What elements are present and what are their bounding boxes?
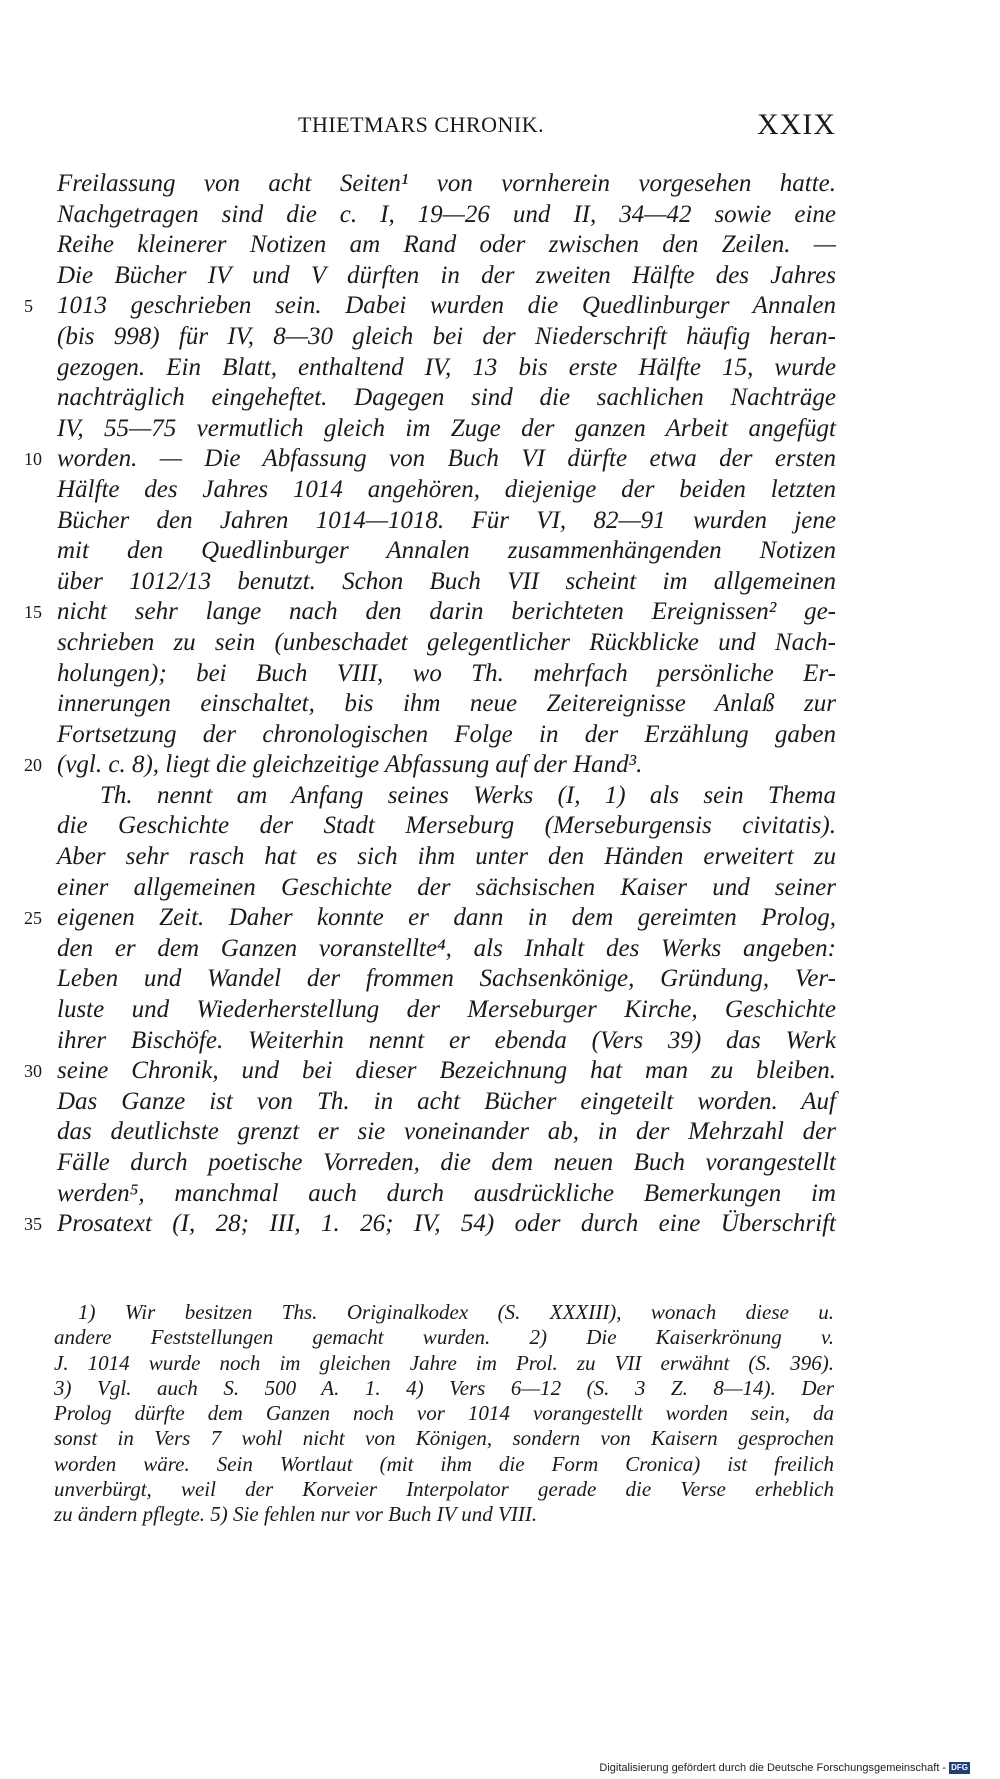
text-line bbox=[0, 1057, 1000, 1088]
line-text: (bis 998) für IV, 8—30 gleich bei der Niederschrift häufig heran- bbox=[57, 322, 836, 350]
line-text: mit den Quedlinburger Annalen zusammenhängenden Notizen bbox=[57, 537, 836, 565]
text-line bbox=[0, 354, 1000, 385]
text-line bbox=[0, 507, 1000, 538]
footnote-text: unverbürgt, weil der Korveier Interpolator gerade die Verse erheblich bbox=[54, 1477, 834, 1502]
footnote-line bbox=[0, 1401, 1000, 1426]
text-line bbox=[0, 1118, 1000, 1149]
line-text: holungen); bei Buch VIII, wo Th. mehrfach persönliche Er- bbox=[57, 659, 836, 687]
line-text: nachträglich eingeheftet. Dagegen sind die sachlichen Nachträge bbox=[57, 384, 836, 412]
text-line bbox=[0, 965, 1000, 996]
footnote-line bbox=[0, 1426, 1000, 1451]
footnote-text: 3) Vgl. auch S. 500 A. 1. 4) Vers 6—12 (S. 3 Z. 8—14). Der bbox=[54, 1375, 834, 1400]
running-header bbox=[50, 108, 836, 148]
line-text: Bücher den Jahren 1014—1018. Für VI, 82—91 wurden jene bbox=[57, 506, 836, 534]
line-number: 10 bbox=[24, 449, 42, 470]
text-line bbox=[0, 384, 1000, 415]
digitization-credit bbox=[599, 1762, 970, 1774]
dfg-logo-icon: DFG bbox=[951, 1763, 968, 1772]
text-line bbox=[0, 1149, 1000, 1180]
line-text: (vgl. c. 8), liegt die gleichzeitige Abfassung auf der Hand³. bbox=[57, 751, 643, 779]
text-line bbox=[0, 476, 1000, 507]
footnote-text: J. 1014 wurde noch im gleichen Jahre im Prol. zu VII erwähnt (S. 396). bbox=[54, 1350, 834, 1375]
text-line bbox=[0, 415, 1000, 446]
line-text: Aber sehr rasch hat es sich ihm unter den Händen erweitert zu bbox=[57, 843, 836, 871]
text-line bbox=[0, 1027, 1000, 1058]
line-number: 35 bbox=[24, 1214, 42, 1235]
line-text: Prosatext (I, 28; III, 1. 26; IV, 54) oder durch eine Überschrift bbox=[57, 1210, 836, 1238]
line-number: 5 bbox=[24, 296, 33, 317]
text-line bbox=[0, 996, 1000, 1027]
text-line bbox=[0, 874, 1000, 905]
text-line bbox=[0, 292, 1000, 323]
text-line bbox=[0, 660, 1000, 691]
footnote-line bbox=[0, 1452, 1000, 1477]
footnotes bbox=[0, 1300, 1000, 1528]
footnote-line bbox=[0, 1325, 1000, 1350]
text-line bbox=[0, 1180, 1000, 1211]
text-line bbox=[0, 445, 1000, 476]
line-text: Fälle durch poetische Vorreden, die dem neuen Buch vorangestellt bbox=[57, 1149, 836, 1176]
line-text: innerungen einschaltet, bis ihm neue Zeitereignisse Anlaß zur bbox=[57, 690, 836, 718]
text-line bbox=[0, 751, 1000, 782]
line-text: worden. — Die Abfassung von Buch VI dürfte etwa der ersten bbox=[57, 445, 836, 473]
line-text: einer allgemeinen Geschichte der sächsischen Kaiser und seiner bbox=[57, 873, 836, 901]
text-line bbox=[0, 568, 1000, 599]
footnote-text: 1) Wir besitzen Ths. Originalkodex (S. XXXIII), wonach diese u. bbox=[78, 1300, 834, 1324]
text-line bbox=[0, 1088, 1000, 1119]
footnote-text: Prolog dürfte dem Ganzen noch vor 1014 vorangestellt worden sein, da bbox=[54, 1401, 834, 1426]
line-text: eigenen Zeit. Daher konnte er dann in dem gereimten Prolog, bbox=[57, 904, 836, 932]
line-text: gezogen. Ein Blatt, enthaltend IV, 13 bis erste Hälfte 15, wurde bbox=[57, 353, 836, 381]
line-number: 20 bbox=[24, 755, 42, 776]
footnote-text: zu ändern pflegte. 5) Sie fehlen nur vor Buch IV und VIII. bbox=[54, 1502, 538, 1527]
footnote-text: worden wäre. Sein Wortlaut (mit ihm die Form Cronica) ist freilich bbox=[54, 1451, 834, 1476]
line-number: 25 bbox=[24, 908, 42, 929]
line-text: Leben und Wandel der frommen Sachsenkönige, Gründung, Ver- bbox=[57, 965, 836, 993]
text-line bbox=[0, 170, 1000, 201]
line-text: das deutlichste grenzt er sie voneinander ab, in der Mehrzahl der bbox=[57, 1118, 836, 1146]
line-text: werden⁵, manchmal auch durch ausdrückliche Bemerkungen im bbox=[57, 1179, 836, 1207]
line-text: über 1012/13 benutzt. Schon Buch VII scheint im allgemeinen bbox=[57, 567, 836, 595]
line-text: Reihe kleinerer Notizen am Rand oder zwischen den Zeilen. — bbox=[57, 231, 836, 259]
text-line bbox=[0, 935, 1000, 966]
line-text: 1013 geschrieben sein. Dabei wurden die Quedlinburger Annalen bbox=[57, 292, 836, 320]
line-text: schrieben zu sein (unbeschadet gelegentlicher Rückblicke und Nach- bbox=[57, 628, 836, 656]
text-line bbox=[0, 323, 1000, 354]
text-line bbox=[0, 843, 1000, 874]
line-text: den er dem Ganzen voranstellte⁴, als Inhalt des Werks angeben: bbox=[57, 934, 836, 962]
text-line bbox=[0, 231, 1000, 262]
footnote-text: andere Feststellungen gemacht wurden. 2) Die Kaiserkrönung v. bbox=[54, 1325, 834, 1350]
line-text: Th. nennt am Anfang seines Werks (I, 1) als sein Thema bbox=[100, 781, 836, 809]
text-line bbox=[0, 721, 1000, 752]
line-text: Die Bücher IV und V dürften in der zweiten Hälfte des Jahres bbox=[57, 261, 836, 289]
line-text: Nachgetragen sind die c. I, 19—26 und II, 34—42 sowie eine bbox=[57, 200, 836, 228]
page-number: XXIX bbox=[757, 108, 836, 141]
footnote-text: sonst in Vers 7 wohl nicht von Königen, sondern von Kaisern gesprochen bbox=[54, 1426, 834, 1451]
footnote-line bbox=[0, 1300, 1000, 1325]
line-number: 15 bbox=[24, 602, 42, 623]
line-text: Hälfte des Jahres 1014 angehören, diejenige der beiden letzten bbox=[57, 475, 836, 503]
line-text: nicht sehr lange nach den darin berichteten Ereignissen² ge- bbox=[57, 598, 836, 626]
text-line bbox=[0, 1210, 1000, 1241]
text-line bbox=[0, 904, 1000, 935]
line-text: Fortsetzung der chronologischen Folge in der Erzählung gaben bbox=[57, 720, 836, 748]
line-text: seine Chronik, und bei dieser Bezeichnung hat man zu bleiben. bbox=[57, 1057, 836, 1085]
line-text: Das Ganze ist von Th. in acht Bücher eingeteilt worden. Auf bbox=[57, 1087, 836, 1115]
text-line bbox=[0, 201, 1000, 232]
text-line bbox=[0, 629, 1000, 660]
footnote-line bbox=[0, 1502, 1000, 1527]
footnote-line bbox=[0, 1477, 1000, 1502]
credit-text: Digitalisierung gefördert durch die Deutsche Forschungsgemeinschaft - bbox=[599, 1762, 947, 1774]
line-number: 30 bbox=[24, 1061, 42, 1082]
line-text: ihrer Bischöfe. Weiterhin nennt er ebenda (Vers 39) das Werk bbox=[57, 1026, 836, 1054]
line-text: die Geschichte der Stadt Merseburg (Merseburgensis civitatis). bbox=[57, 812, 836, 840]
line-text: luste und Wiederherstellung der Merseburger Kirche, Geschichte bbox=[57, 996, 836, 1024]
running-title: THIETMARS CHRONIK. bbox=[298, 112, 545, 137]
text-line bbox=[0, 262, 1000, 293]
text-line bbox=[0, 537, 1000, 568]
text-line bbox=[0, 812, 1000, 843]
main-text bbox=[0, 170, 1000, 1241]
footnote-line bbox=[0, 1376, 1000, 1401]
text-line bbox=[0, 598, 1000, 629]
text-line bbox=[0, 690, 1000, 721]
text-line bbox=[0, 782, 1000, 813]
line-text: Freilassung von acht Seiten¹ von vornherein vorgesehen hatte. bbox=[57, 170, 836, 197]
line-text: IV, 55—75 vermutlich gleich im Zuge der ganzen Arbeit angefügt bbox=[57, 414, 836, 442]
footnote-line bbox=[0, 1351, 1000, 1376]
